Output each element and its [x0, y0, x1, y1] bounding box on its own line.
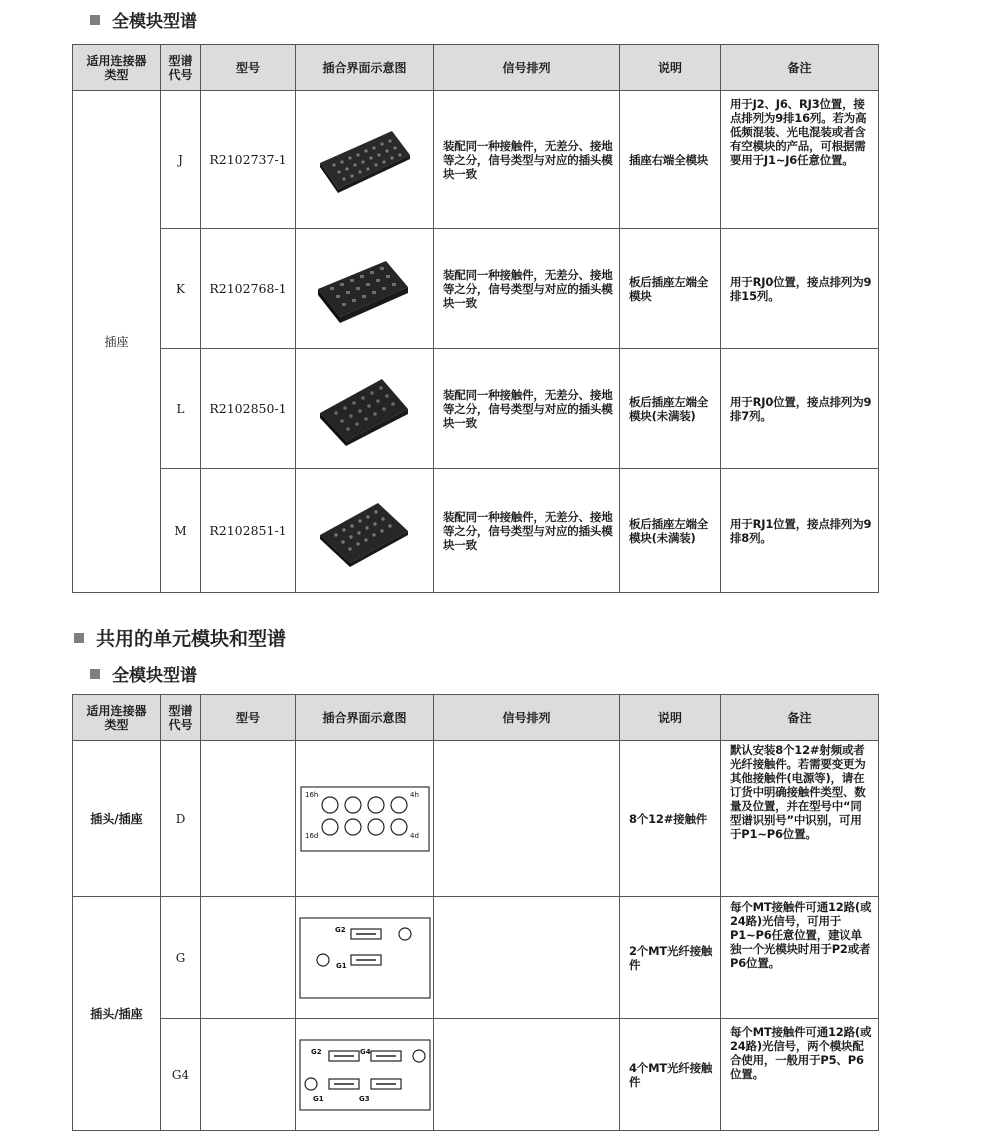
desc-cell: 2个MT光纤接触件 — [620, 897, 721, 1019]
contact-layout-diagram — [299, 917, 431, 999]
model-cell: R2102851-1 — [201, 469, 296, 593]
signal-cell — [434, 1019, 620, 1131]
section-subheading-1 — [90, 7, 197, 32]
table-header-row — [73, 695, 879, 741]
section-subheading-2 — [90, 661, 197, 686]
diagram-label: G2 — [310, 1047, 322, 1056]
code-cell: K — [161, 229, 201, 349]
note-cell: 默认安装8个12#射频或者光纤接触件。若需要变更为其他接触件(电源等)，请在订货中明确接触件类型、数量及位置，并在型号中“同型谱识别号”中识别，可用于P1~P6位置。 — [721, 741, 879, 897]
table-row — [73, 897, 879, 1019]
interface-diagram — [296, 897, 434, 1019]
desc-cell: 板后插座左端全模块(未满装) — [620, 349, 721, 469]
note-cell: 用于J2、J6、RJ3位置，接点排列为9排16列。若为高低频混装、光电混装或者含有空模块的产品，可根据需要用于J1~J6任意位置。 — [721, 91, 879, 229]
header-model: 型号 — [201, 695, 296, 741]
signal-cell: 装配同一种接触件，无差分、接地等之分，信号类型与对应的插头模块一致 — [434, 229, 620, 349]
bullet-square-icon — [90, 669, 100, 679]
desc-cell: 4个MT光纤接触件 — [620, 1019, 721, 1131]
signal-cell: 装配同一种接触件，无差分、接地等之分，信号类型与对应的插头模块一致 — [434, 349, 620, 469]
desc-cell: 插座右端全模块 — [620, 91, 721, 229]
connector-type-cell: 插头/插座 — [73, 897, 161, 1131]
model-cell: R2102768-1 — [201, 229, 296, 349]
table-row — [73, 91, 879, 229]
diagram-label: 4d — [409, 831, 419, 840]
header-note: 备注 — [721, 695, 879, 741]
desc-cell: 板后插座左端全模块 — [620, 229, 721, 349]
signal-cell: 装配同一种接触件，无差分、接地等之分，信号类型与对应的插头模块一致 — [434, 469, 620, 593]
desc-cell: 8个12#接触件 — [620, 741, 721, 897]
contact-layout-diagram — [299, 1039, 431, 1111]
table-row — [73, 741, 879, 897]
header-connector-type — [73, 45, 161, 91]
header-code: 型谱 代号 — [161, 695, 201, 741]
interface-diagram — [296, 1019, 434, 1131]
contact-layout-diagram — [300, 786, 430, 852]
module-table-2 — [72, 694, 879, 1131]
header-diagram: 插合界面示意图 — [296, 45, 434, 91]
diagram-label: G1 — [335, 961, 347, 970]
diagram-label: G1 — [312, 1094, 324, 1103]
header-note: 备注 — [721, 45, 879, 91]
bullet-square-icon — [90, 15, 100, 25]
code-cell: M — [161, 469, 201, 593]
diagram-label: G3 — [358, 1094, 370, 1103]
note-cell: 每个MT接触件可通12路(或24路)光信号，两个模块配合使用，一般用于P5、P6位置。 — [721, 1019, 879, 1131]
header-code: 型谱 代号 — [161, 45, 201, 91]
heading-text: 共用的单元模块和型谱 — [96, 628, 287, 650]
connector-module-icon — [312, 125, 417, 195]
connector-module-icon — [312, 371, 417, 447]
diagram-label: 16h — [304, 790, 318, 799]
table-row — [73, 349, 879, 469]
model-cell — [201, 1019, 296, 1131]
code-cell: G4 — [161, 1019, 201, 1131]
model-cell: R2102850-1 — [201, 349, 296, 469]
header-connector-type: 适用连接器 类型 — [73, 695, 161, 741]
model-cell: R2102737-1 — [201, 91, 296, 229]
module-image — [296, 229, 434, 349]
code-cell: G — [161, 897, 201, 1019]
signal-cell: 装配同一种接触件，无差分、接地等之分，信号类型与对应的插头模块一致 — [434, 91, 620, 229]
model-cell — [201, 897, 296, 1019]
module-image — [296, 349, 434, 469]
code-cell: L — [161, 349, 201, 469]
subheading-text: 全模块型谱 — [112, 12, 197, 32]
header-connector-type-text: 适用连接器 类型 — [86, 53, 147, 82]
diagram-label: 16d — [304, 831, 318, 840]
code-cell: D — [161, 741, 201, 897]
note-cell: 用于RJ0位置，接点排列为9排7列。 — [721, 349, 879, 469]
table-row — [73, 469, 879, 593]
module-table-1 — [72, 44, 879, 593]
connector-type-cell: 插座 — [73, 91, 161, 593]
connector-type-cell: 插头/插座 — [73, 741, 161, 897]
header-desc: 说明 — [620, 45, 721, 91]
table-header-row — [73, 45, 879, 91]
signal-cell — [434, 897, 620, 1019]
diagram-label: G4 — [359, 1047, 371, 1056]
code-cell: J — [161, 91, 201, 229]
section-heading-2 — [74, 624, 286, 651]
signal-cell — [434, 741, 620, 897]
diagram-label: 4h — [409, 790, 419, 799]
header-signal: 信号排列 — [434, 45, 620, 91]
note-cell: 用于RJ1位置，接点排列为9排8列。 — [721, 469, 879, 593]
module-image — [296, 469, 434, 593]
table-row — [73, 1019, 879, 1131]
header-diagram: 插合界面示意图 — [296, 695, 434, 741]
model-cell — [201, 741, 296, 897]
header-desc: 说明 — [620, 695, 721, 741]
header-signal: 信号排列 — [434, 695, 620, 741]
note-cell: 用于RJ0位置，接点排列为9排15列。 — [721, 229, 879, 349]
subheading-text: 全模块型谱 — [112, 666, 197, 686]
connector-module-icon — [312, 253, 417, 325]
table-row — [73, 229, 879, 349]
module-image — [296, 91, 434, 229]
bullet-square-icon — [74, 633, 84, 643]
desc-cell: 板后插座左端全模块(未满装) — [620, 469, 721, 593]
note-cell: 每个MT接触件可通12路(或24路)光信号，可用于P1~P6任意位置，建议单独一个光模块时用于P2或者P6位置。 — [721, 897, 879, 1019]
interface-diagram — [296, 741, 434, 897]
diagram-label: G2 — [334, 925, 346, 934]
header-model: 型号 — [201, 45, 296, 91]
connector-module-icon — [312, 495, 417, 567]
